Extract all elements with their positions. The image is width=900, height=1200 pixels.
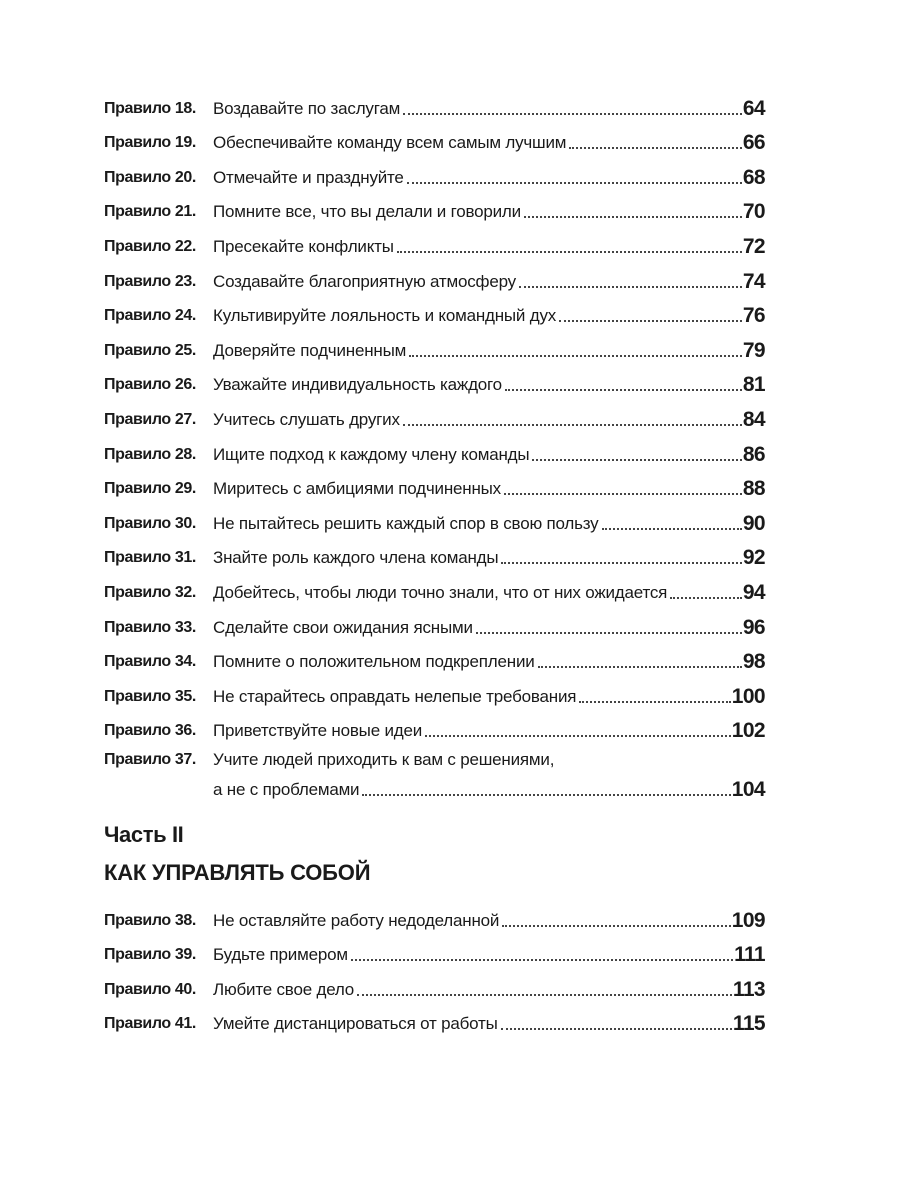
toc-entry — [104, 296, 765, 331]
toc-entry — [104, 745, 765, 813]
entry-title: Миритесь с амбициями подчиненных — [213, 479, 501, 499]
entry-body — [213, 977, 765, 1004]
dot-leader — [504, 492, 742, 495]
entry-body — [213, 511, 765, 538]
entry-body — [213, 649, 765, 676]
rule-number: Правило 23. — [104, 272, 196, 290]
entry-body — [213, 96, 765, 123]
page-number: 72 — [742, 234, 765, 258]
toc-entry — [104, 88, 765, 123]
toc-entry — [104, 399, 765, 434]
toc-list — [104, 900, 765, 1038]
dot-leader — [538, 665, 742, 668]
entry-title: Пресекайте конфликты — [213, 236, 394, 256]
page-number: 68 — [742, 165, 765, 189]
dot-leader — [407, 181, 742, 184]
dot-leader — [501, 1027, 732, 1030]
page-number: 66 — [742, 131, 765, 155]
rule-number: Правило 19. — [104, 134, 196, 152]
page-number: 94 — [742, 580, 765, 604]
toc-entry — [104, 226, 765, 261]
entry-body — [213, 234, 765, 261]
page-number: 113 — [732, 977, 765, 1001]
dot-leader — [425, 734, 731, 737]
page-number: 98 — [742, 650, 765, 674]
entry-body — [213, 684, 765, 711]
entry-title: Отмечайте и празднуйте — [213, 167, 404, 187]
toc-entry — [104, 538, 765, 573]
rule-number: Правило 26. — [104, 376, 196, 394]
page-number: 81 — [742, 373, 765, 397]
rule-number: Правило 31. — [104, 549, 196, 567]
toc-entry — [104, 469, 765, 504]
page-number: 115 — [732, 1012, 765, 1036]
dot-leader — [519, 285, 742, 288]
toc-entry — [104, 192, 765, 227]
toc-entry — [104, 572, 765, 607]
entry-body — [213, 442, 765, 469]
entry-body — [213, 615, 765, 642]
page-number: 74 — [742, 269, 765, 293]
page-number: 90 — [742, 511, 765, 535]
page-number: 96 — [742, 615, 765, 639]
entry-title: Умейте дистанцироваться от работы — [213, 1014, 498, 1034]
entry-body — [213, 942, 765, 969]
entry-title: Помните все, что вы делали и говорили — [213, 202, 521, 222]
entry-body — [213, 130, 765, 157]
toc-list — [104, 88, 765, 745]
entry-body — [213, 165, 765, 192]
dot-leader — [579, 700, 730, 703]
entry-body — [213, 908, 765, 935]
toc-entry — [104, 157, 765, 192]
rule-number: Правило 29. — [104, 480, 196, 498]
toc-entry — [104, 330, 765, 365]
entry-title: Учитесь слушать других — [213, 409, 400, 429]
toc-entry — [104, 969, 765, 1004]
dot-leader — [569, 146, 742, 149]
entry-title: Обеспечивайте команду всем самым лучшим — [213, 133, 567, 153]
toc-entry — [104, 1004, 765, 1039]
toc-part-2 — [104, 900, 765, 1038]
entry-body — [213, 718, 765, 745]
dot-leader — [559, 319, 742, 322]
toc-entry — [104, 503, 765, 538]
entry-body — [213, 580, 765, 607]
rule-number: Правило 20. — [104, 168, 196, 186]
page-number: 111 — [734, 943, 765, 967]
entry-title-line-2: а не с проблемами — [213, 780, 360, 800]
entry-body — [213, 407, 765, 434]
entry-body — [213, 372, 765, 399]
page-number: 109 — [731, 908, 765, 932]
entry-title: Знайте роль каждого члена команды — [213, 548, 499, 568]
dot-leader — [670, 596, 742, 599]
toc-entry — [104, 935, 765, 970]
entry-title: Создавайте благоприятную атмосферу — [213, 271, 516, 291]
entry-title: Любите свое дело — [213, 979, 355, 999]
part-title: КАК УПРАВЛЯТЬ СОБОЙ — [104, 860, 371, 885]
rule-number: Правило 34. — [104, 653, 196, 671]
entry-body — [213, 199, 765, 226]
rule-number: Правило 40. — [104, 980, 196, 998]
entry-body — [213, 338, 765, 365]
rule-number: Правило 38. — [104, 911, 196, 929]
toc-entry — [104, 365, 765, 400]
rule-number: Правило 39. — [104, 946, 196, 964]
rule-number: Правило 35. — [104, 687, 196, 705]
dot-leader — [403, 423, 742, 426]
dot-leader — [532, 458, 741, 461]
entry-body — [213, 545, 765, 572]
page-number: 100 — [731, 684, 765, 708]
dot-leader — [362, 793, 730, 796]
entry-title-line-2-row — [213, 777, 765, 804]
rule-number: Правило 33. — [104, 618, 196, 636]
entry-title-block — [213, 749, 765, 804]
rule-number: Правило 32. — [104, 583, 196, 601]
dot-leader — [602, 527, 742, 530]
entry-body — [213, 269, 765, 296]
toc-entry — [104, 607, 765, 642]
dot-leader — [403, 112, 742, 115]
dot-leader — [501, 561, 741, 564]
toc-entry — [104, 261, 765, 296]
toc-entry — [104, 676, 765, 711]
dot-leader — [397, 250, 742, 253]
toc-entry — [104, 900, 765, 935]
page-number: 86 — [742, 442, 765, 466]
dot-leader — [524, 215, 742, 218]
toc-entry — [104, 711, 765, 746]
rule-number: Правило 36. — [104, 722, 196, 740]
dot-leader — [505, 388, 742, 391]
rule-number: Правило 37. — [104, 751, 196, 769]
page-number: 79 — [742, 338, 765, 362]
rule-number: Правило 18. — [104, 99, 196, 117]
rule-number: Правило 41. — [104, 1015, 196, 1033]
page-number: 76 — [742, 304, 765, 328]
dot-leader — [351, 958, 733, 961]
entry-title: Не оставляйте работу недоделанной — [213, 910, 500, 930]
entry-title-line-1: Учите людей приходить к вам с решениями, — [213, 750, 555, 770]
page-number: 102 — [731, 719, 765, 743]
rule-number: Правило 30. — [104, 514, 196, 532]
entry-title: Воздавайте по заслугам — [213, 98, 401, 118]
entry-title: Уважайте индивидуальность каждого — [213, 375, 502, 395]
dot-leader — [409, 354, 742, 357]
toc-part-1 — [104, 88, 765, 813]
rule-number: Правило 21. — [104, 203, 196, 221]
dot-leader — [476, 631, 742, 634]
page-number: 84 — [742, 407, 765, 431]
page-number: 92 — [742, 546, 765, 570]
rule-number: Правило 28. — [104, 445, 196, 463]
entry-body — [213, 476, 765, 503]
dot-leader — [502, 924, 731, 927]
page-number: 88 — [742, 477, 765, 501]
entry-title: Будьте примером — [213, 945, 348, 965]
entry-title: Сделайте свои ожидания ясными — [213, 617, 473, 637]
toc-entry — [104, 434, 765, 469]
page-number: 70 — [742, 200, 765, 224]
entry-title: Культивируйте лояльность и командный дух — [213, 306, 557, 326]
rule-number: Правило 27. — [104, 410, 196, 428]
toc-entry — [104, 123, 765, 158]
entry-title: Добейтесь, чтобы люди точно знали, что от них ожидается — [213, 582, 668, 602]
rule-number: Правило 22. — [104, 237, 196, 255]
entry-title: Доверяйте подчиненным — [213, 340, 407, 360]
entry-title: Не пытайтесь решить каждый спор в свою пользу — [213, 513, 599, 533]
part-label: Часть II — [104, 822, 184, 847]
entry-title: Ищите подход к каждому члену команды — [213, 444, 530, 464]
entry-title: Не старайтесь оправдать нелепые требования — [213, 686, 577, 706]
page-number: 104 — [731, 778, 765, 802]
page-number: 64 — [742, 96, 765, 120]
toc-entry — [104, 642, 765, 677]
entry-title: Приветствуйте новые идеи — [213, 721, 423, 741]
rule-number: Правило 25. — [104, 341, 196, 359]
dot-leader — [357, 993, 732, 996]
entry-title: Помните о положительном подкреплении — [213, 652, 535, 672]
entry-body — [213, 303, 765, 330]
rule-number: Правило 24. — [104, 307, 196, 325]
entry-body — [213, 1011, 765, 1038]
